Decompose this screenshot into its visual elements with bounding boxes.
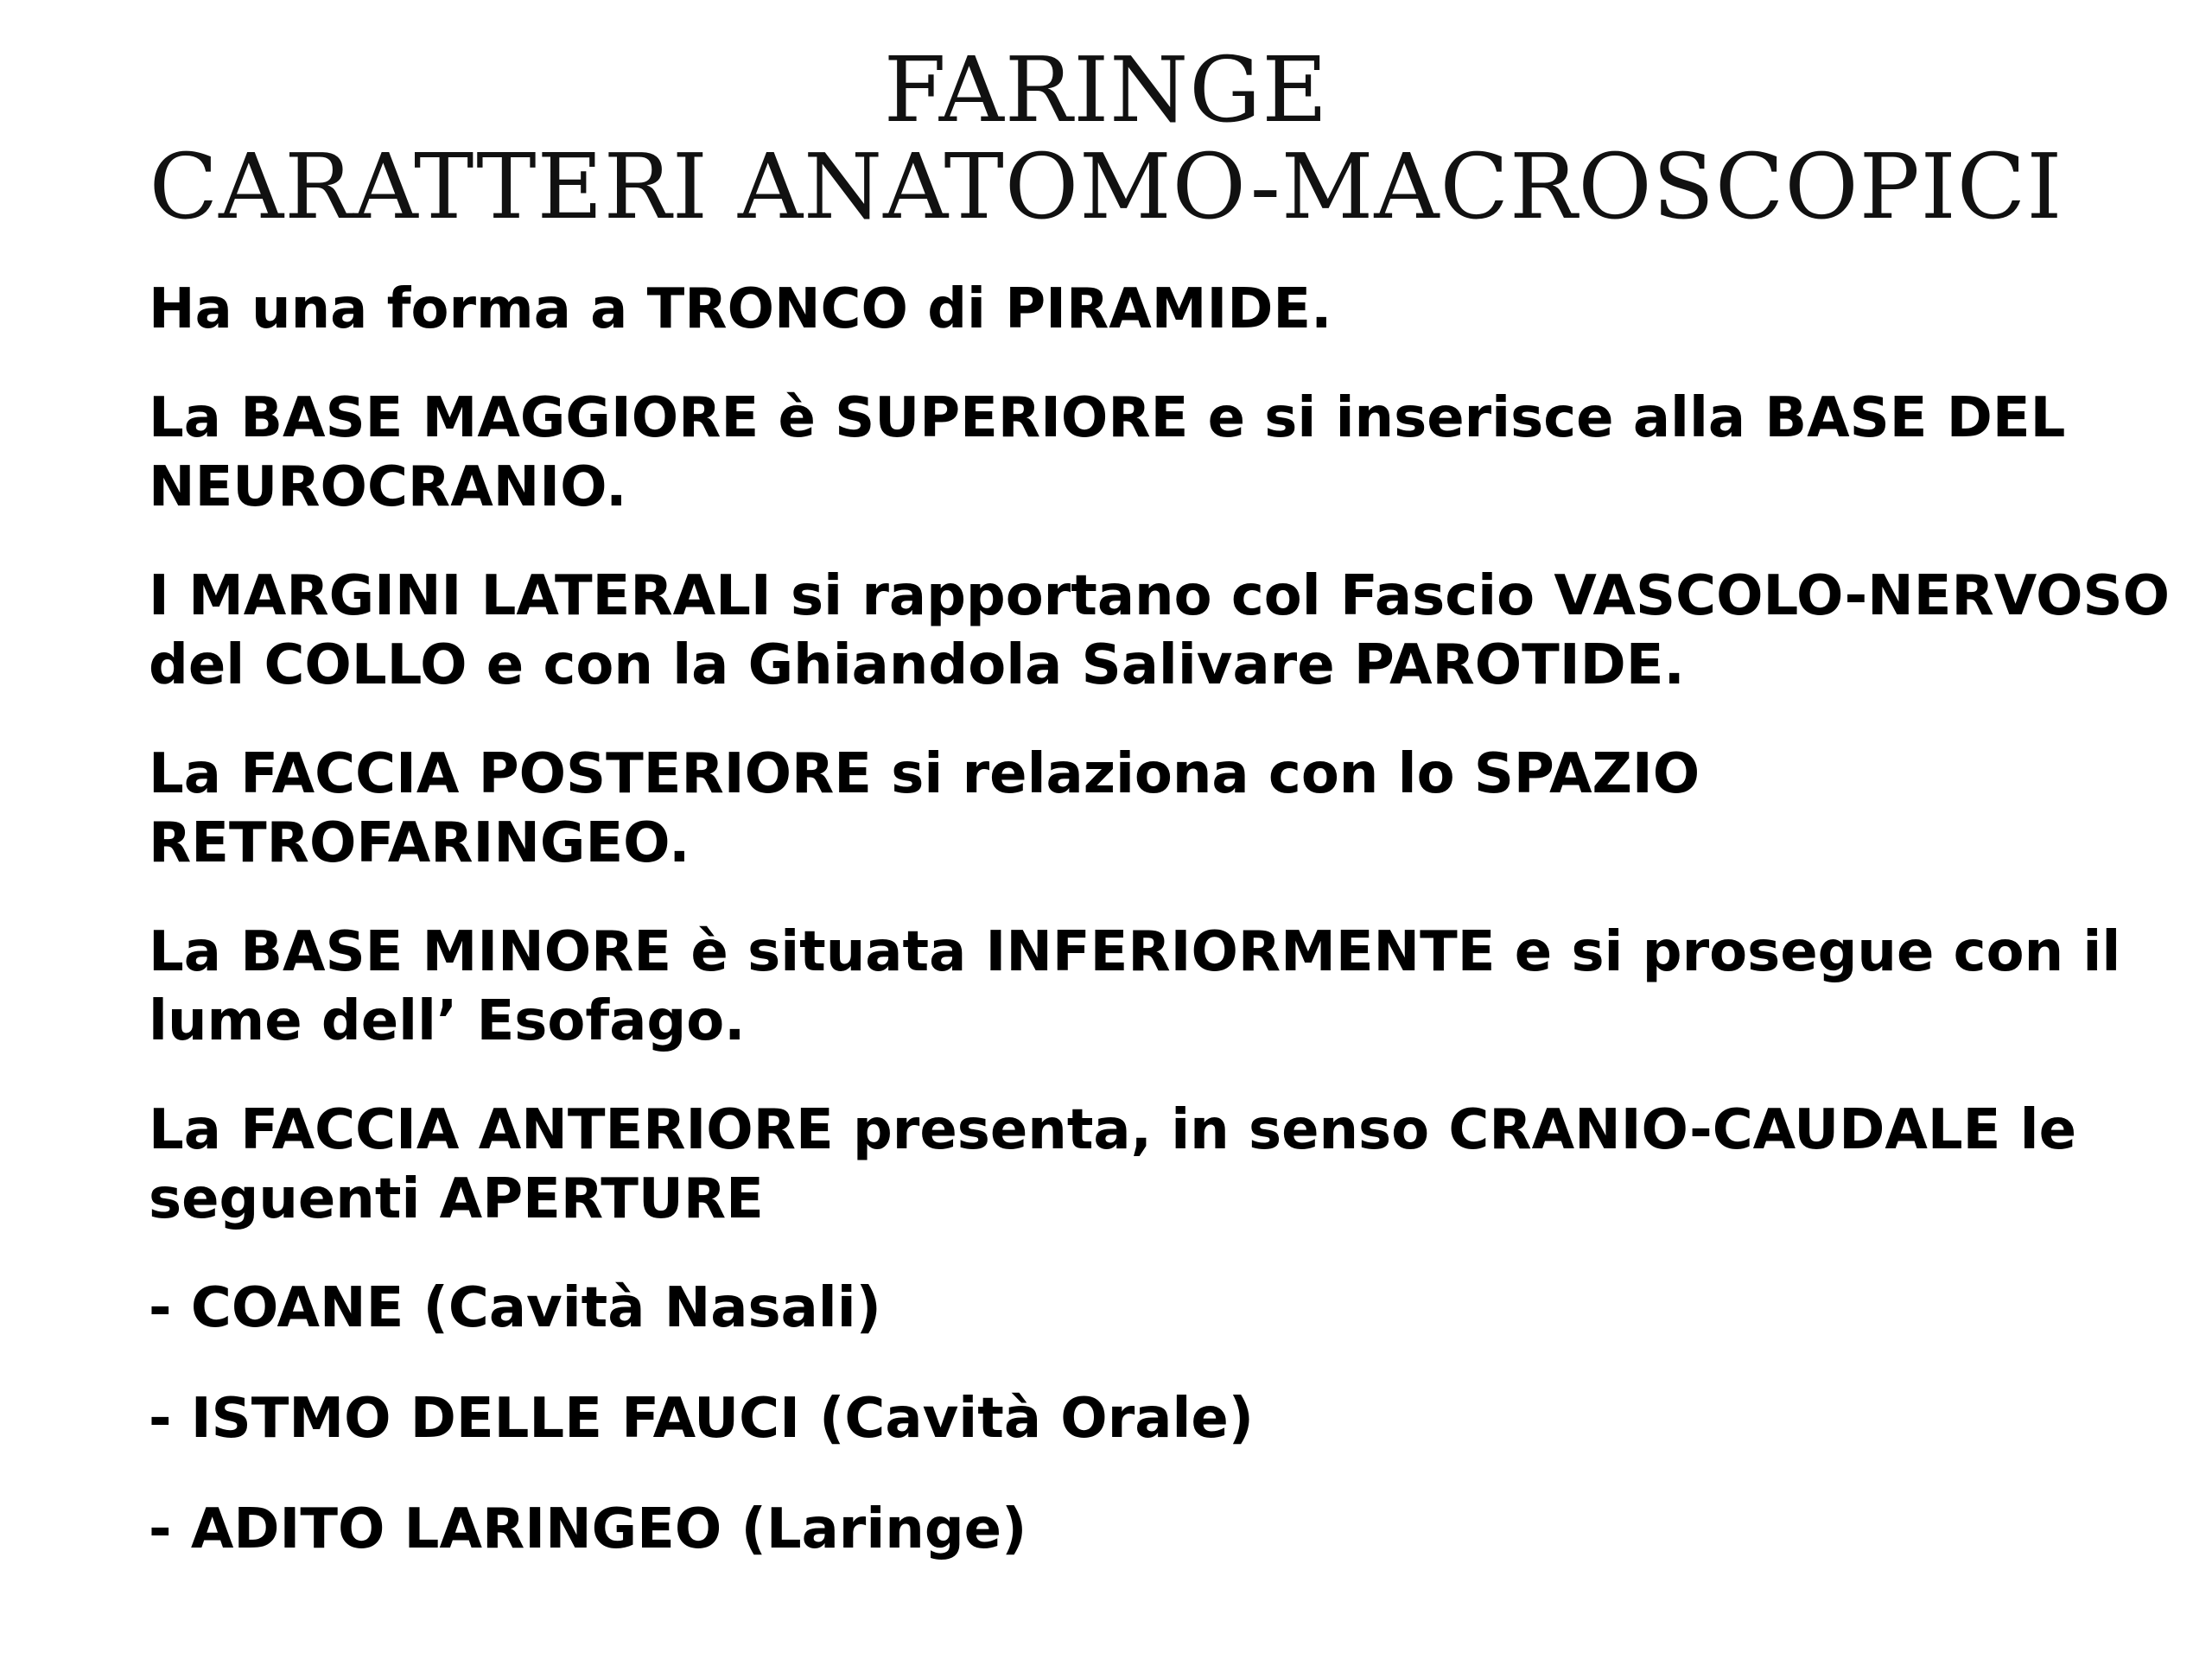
title-line-2: CARATTERI ANATOMO-MACROSCOPICI [149,134,2063,239]
paragraph-posterior-face: La FACCIA POSTERIORE si relaziona con lo SPAZIO RETROFARINGEO. [149,742,1700,875]
paragraph-upper-base: La BASE MAGGIORE è SUPERIORE e si inserisce alla BASE DEL NEUROCRANIO. [149,386,2066,519]
list-item: - ISTMO DELLE FAUCI (Cavità Orale) [149,1387,1255,1451]
paragraph-shape: Ha una forma a TRONCO di PIRAMIDE. [149,277,1332,341]
list-item: - ADITO LARINGEO (Laringe) [149,1497,1027,1561]
list-item: - COANE (Cavità Nasali) [149,1276,881,1340]
apertures-list [149,1274,2171,1564]
slide-title [0,37,2212,239]
paragraph-lateral-margins: I MARGINI LATERALI si rapportano col Fascio VASCOLO-NERVOSO del COLLO e con la Ghiandola Salivare PAROTIDE. [149,564,2171,697]
slide-body [149,275,2171,1605]
paragraph-lower-base: La BASE MINORE è situata INFERIORMENTE e si prosegue con il lume dell’ Esofago. [149,920,2121,1053]
paragraph-anterior-face: La FACCIA ANTERIORE presenta, in senso CRANIO-CAUDALE le seguenti APERTURE [149,1098,2076,1231]
title-line-1: FARINGE [883,37,1329,143]
